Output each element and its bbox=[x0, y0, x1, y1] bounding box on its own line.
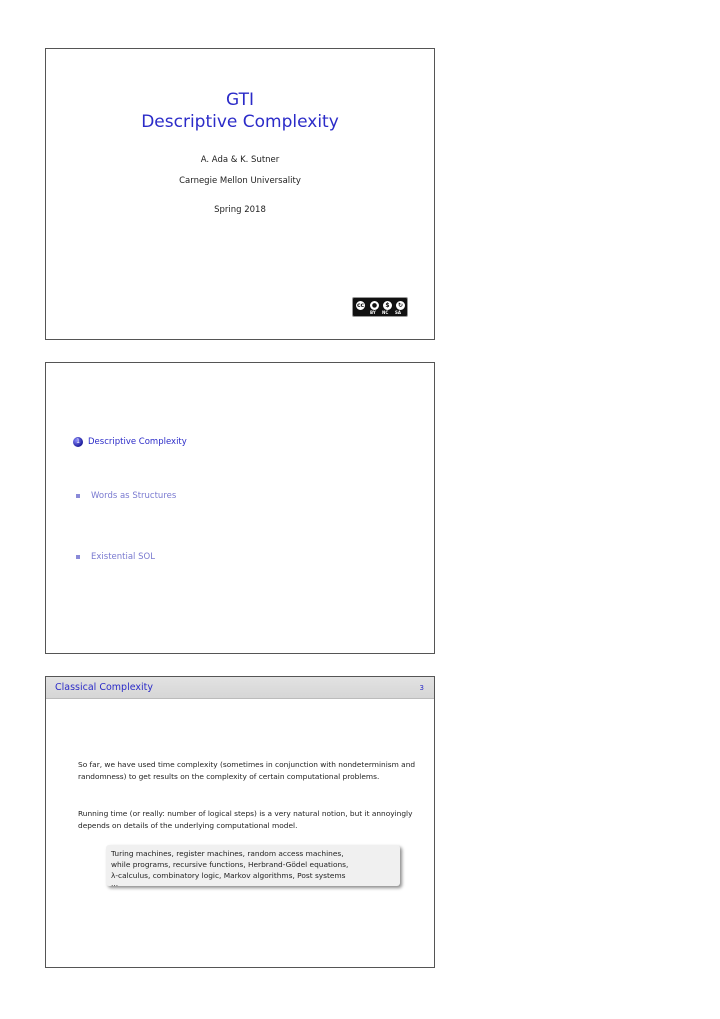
square-bullet-icon bbox=[76, 494, 80, 498]
section-number-ball-icon: 1 bbox=[73, 437, 83, 447]
outline-item-words-as-structures[interactable] bbox=[76, 491, 176, 501]
cc-logo-icon: cc bbox=[356, 302, 365, 309]
block-line: while programs, recursive functions, Herbrand-Gödel equations, bbox=[111, 860, 349, 869]
block-ellipsis: ... bbox=[111, 879, 119, 888]
paragraph: So far, we have used time complexity (sometimes in conjunction with nondeterminism and randomness) to get results on the complexity of certain computational problems. bbox=[78, 760, 416, 781]
block-line: Turing machines, register machines, random access machines, bbox=[111, 849, 344, 858]
outline-item-label: Descriptive Complexity bbox=[88, 437, 187, 447]
block-line: λ-calculus, combinatory logic, Markov algorithms, Post systems bbox=[111, 871, 346, 880]
title-line-2: Descriptive Complexity bbox=[141, 112, 339, 132]
outline-item-descriptive-complexity[interactable] bbox=[73, 437, 187, 447]
title-slide bbox=[45, 48, 435, 340]
outline-item-label: Words as Structures bbox=[91, 491, 177, 501]
sa-share-icon: ↻ bbox=[395, 300, 406, 311]
models-block bbox=[106, 845, 400, 886]
outline-item-existential-sol[interactable] bbox=[76, 552, 155, 562]
slide-header bbox=[46, 677, 434, 699]
license-label-sa: SA bbox=[395, 310, 401, 315]
authors: A. Ada & K. Sutner bbox=[200, 155, 280, 165]
nc-dollar-icon: $ bbox=[382, 300, 393, 311]
institution: Carnegie Mellon Universality bbox=[179, 176, 301, 186]
outline-item-label: Existential SOL bbox=[91, 552, 155, 562]
license-label-by: BY bbox=[370, 310, 376, 315]
outline-slide bbox=[45, 362, 435, 654]
square-bullet-icon bbox=[76, 555, 80, 559]
slide-title: Classical Complexity bbox=[55, 682, 153, 693]
creative-commons-license-icon bbox=[352, 297, 408, 317]
license-label-nc: NC bbox=[382, 310, 389, 315]
by-person-icon: ● bbox=[369, 300, 380, 311]
paragraph: Running time (or really: number of logical steps) is a very natural notion, but it annoyingly depends on details of the underlying computational model. bbox=[78, 809, 413, 830]
presentation-title bbox=[46, 89, 434, 133]
content-slide bbox=[45, 676, 435, 968]
title-line-1: GTI bbox=[226, 90, 254, 110]
date: Spring 2018 bbox=[214, 205, 266, 215]
page-number: 3 bbox=[419, 684, 424, 692]
